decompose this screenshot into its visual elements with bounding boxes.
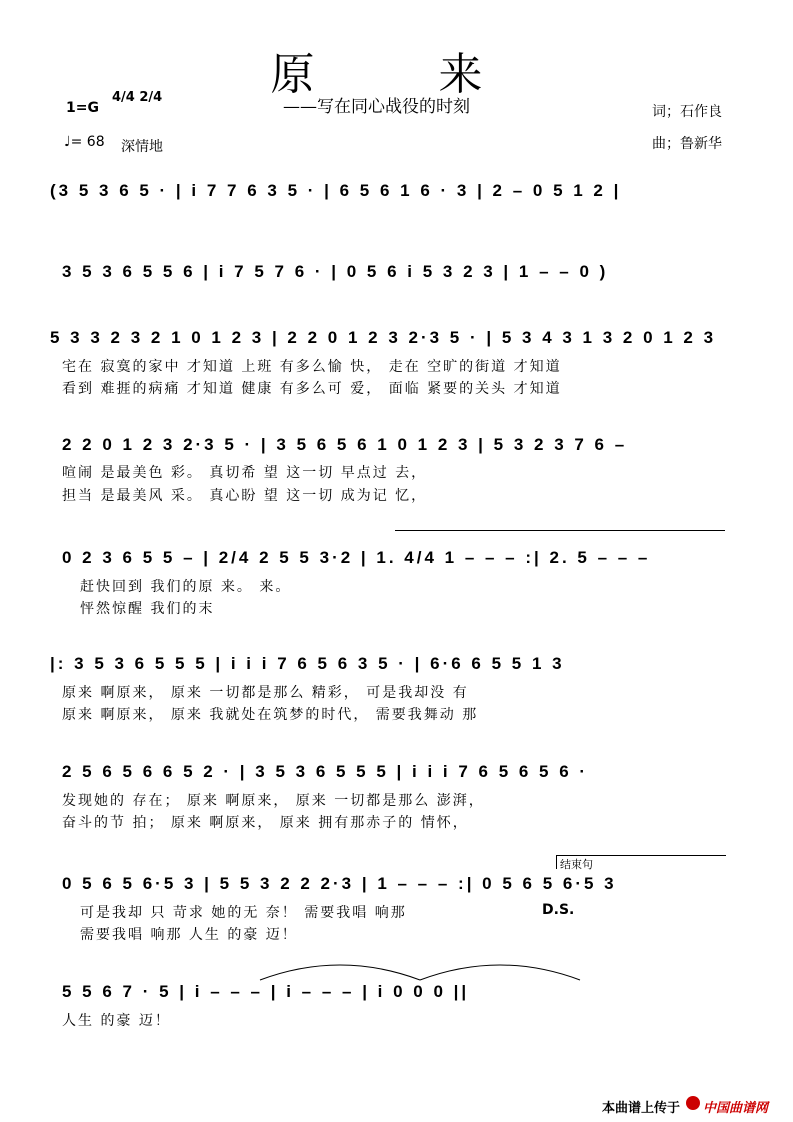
score-line-7-lyric-1: 发现她的 存在； 原来 啊原来， 原来 一切都是那么 澎湃， xyxy=(62,793,485,809)
score-line-8-lyric-1: 可是我却 只 苛求 她的无 奈！ 需要我唱 响那 xyxy=(80,905,407,921)
score-line-9-notes: 5 5 6 7 · 5 | i – – – | i – – – | i 0 0 0 || xyxy=(62,982,470,1001)
score-line-4-lyric-1: 喧闹 是最美色 彩。 真切希 望 这一切 早点过 去， xyxy=(62,465,428,481)
footer-upload-text: 本曲谱上传于 xyxy=(602,1101,681,1116)
time-signature: 4/4 2/4 xyxy=(112,90,163,105)
site-logo-icon xyxy=(686,1096,700,1110)
score-line-2-notes: 3 5 3 6 5 5 6 | i 7 5 7 6 · | 0 5 6 i 5 3 2 3 | 1 – – 0 ) xyxy=(62,262,609,281)
score-line-4-lyric-2: 担当 是最美风 采。 真心盼 望 这一切 成为记 忆， xyxy=(62,488,428,504)
score-line-4-notes: 2 2 0 1 2 3 2·3 5 · | 3 5 6 5 6 1 0 1 2 3 | 5 3 2 3 7 6 – xyxy=(62,435,628,454)
page-title: 原 来 xyxy=(270,49,523,100)
score-line-8-lyric-2: 需要我唱 响那 人生 的豪 迈！ xyxy=(80,927,298,943)
score-line-3-lyric-2: 看到 难捱的病痛 才知道 健康 有多么可 爱， 面临 紧要的关头 才知道 xyxy=(62,381,562,397)
ds-label: D.S. xyxy=(542,902,575,918)
score-line-3-notes: 5 3 3 2 3 2 1 0 1 2 3 | 2 2 0 1 2 3 2·3 5 · | 5 3 4 3 1 3 2 0 1 2 3 xyxy=(50,328,717,347)
tie-arc-1 xyxy=(260,965,420,980)
key-signature: 1=G xyxy=(66,100,99,116)
score-line-9-lyric-1: 人生 的豪 迈！ xyxy=(62,1013,171,1029)
score-line-7-notes: 2 5 6 5 6 6 5 2 · | 3 5 3 6 5 5 5 | i i i 7 6 5 6 5 6 · xyxy=(62,762,589,781)
volta-bracket xyxy=(395,530,725,531)
footer-site-name[interactable]: 中国曲谱网 xyxy=(703,1101,769,1116)
tie-arc-2 xyxy=(420,965,580,980)
composer: 曲；鲁新华 xyxy=(652,136,722,152)
score-line-8-notes: 0 5 6 5 6·5 3 | 5 5 3 2 2 2·3 | 1 – – – :| 0 5 6 5 6·5 3 xyxy=(62,874,617,893)
score-line-5-notes: 0 2 3 6 5 5 – | 2/4 2 5 5 3·2 | 1. 4/4 1 – – – :| 2. 5 – – – xyxy=(62,548,651,567)
tempo-mark: ♩= 68 xyxy=(64,134,105,150)
score-line-5-lyric-2: 怦然惊醒 我们的末 xyxy=(80,601,215,617)
score-line-6-notes: |: 3 5 3 6 5 5 5 | i i i 7 6 5 6 3 5 · | 6·6 6 5 5 1 3 xyxy=(50,654,565,673)
score-line-6-lyric-2: 原来 啊原来， 原来 我就处在筑梦的时代， 需要我舞动 那 xyxy=(62,707,479,723)
subtitle: ——写在同心战役的时刻 xyxy=(283,97,470,117)
score-line-7-lyric-2: 奋斗的节 拍； 原来 啊原来， 原来 拥有那赤子的 情怀， xyxy=(62,815,469,831)
score-line-5-lyric-1: 赶快回到 我们的原 来。 来。 xyxy=(80,579,292,595)
ending-bracket-edge xyxy=(556,855,557,869)
expression-mark: 深情地 xyxy=(121,139,163,155)
score-line-1-notes: (3 5 3 6 5 · | i 7 7 6 3 5 · | 6 5 6 1 6 · 3 | 2 – 0 5 1 2 | xyxy=(50,181,622,200)
tie-arcs xyxy=(250,955,590,985)
score-line-6-lyric-1: 原来 啊原来， 原来 一切都是那么 精彩， 可是我却没 有 xyxy=(62,685,469,701)
ending-label: 结束句 xyxy=(560,858,593,871)
score-line-3-lyric-1: 宅在 寂寞的家中 才知道 上班 有多么愉 快， 走在 空旷的街道 才知道 xyxy=(62,359,562,375)
lyricist: 词；石作良 xyxy=(652,104,722,120)
